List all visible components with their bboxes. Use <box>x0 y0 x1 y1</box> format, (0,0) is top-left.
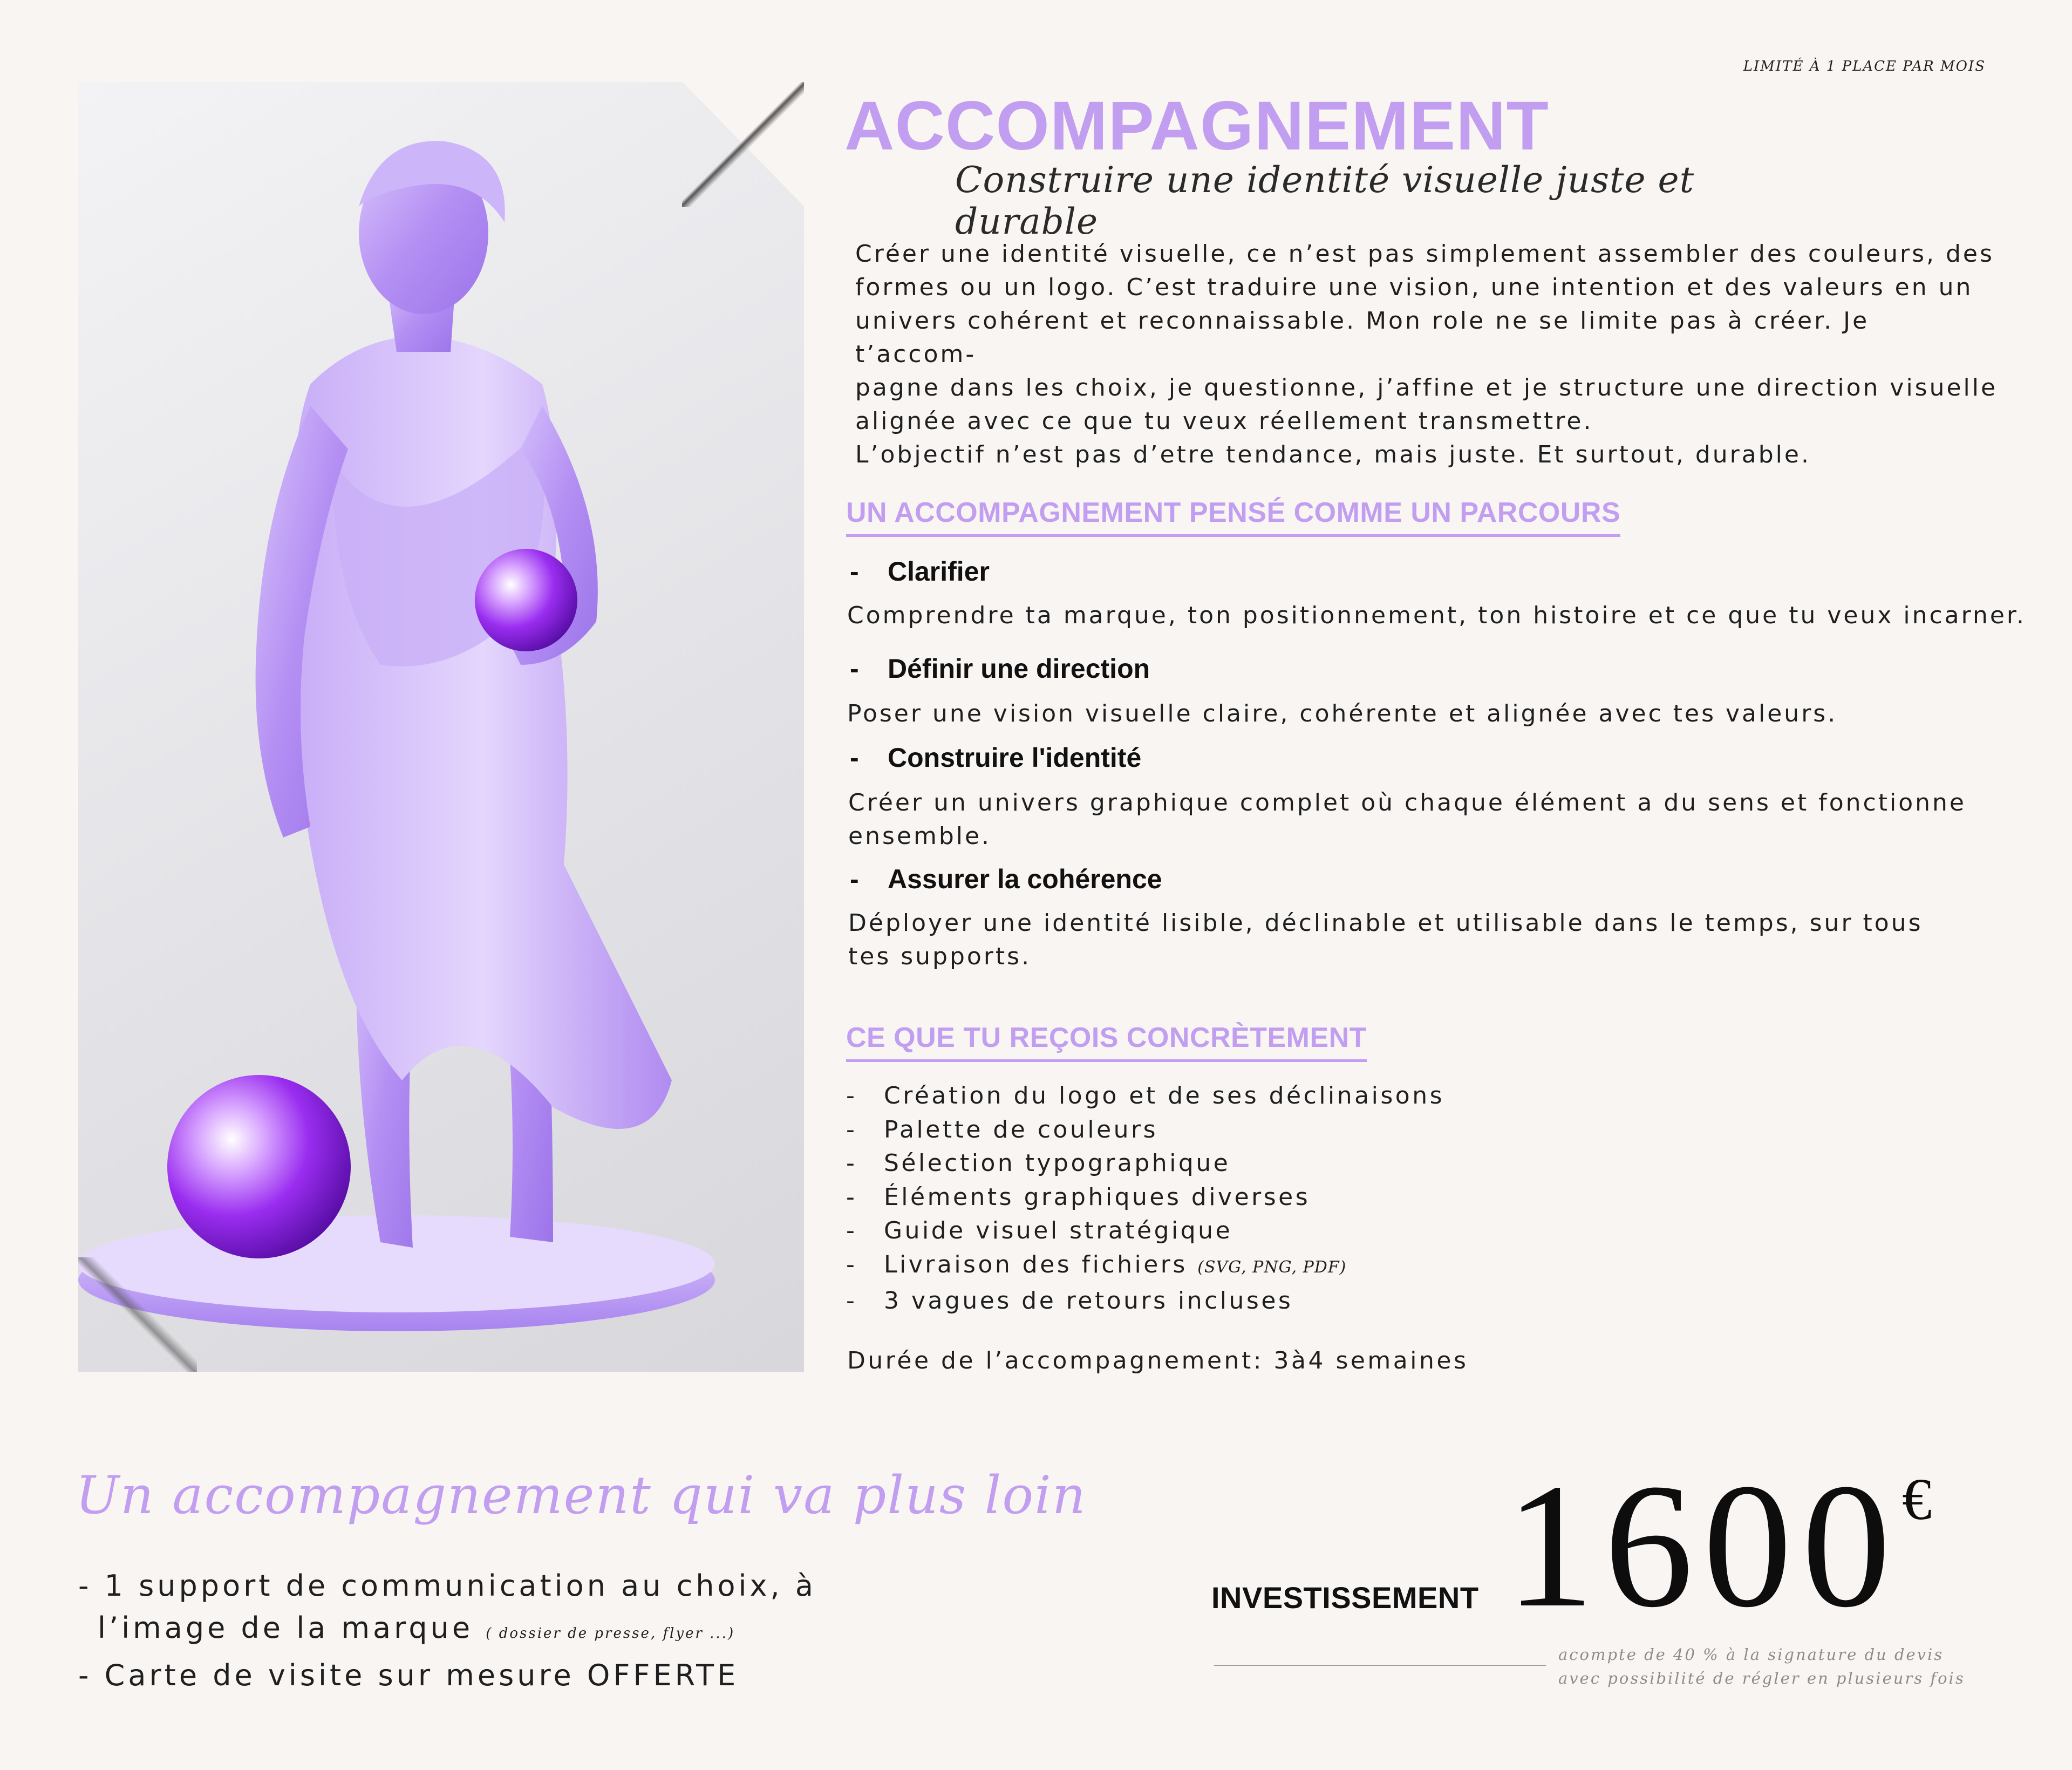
step-title-text: Construire l'identité <box>888 743 1142 773</box>
drape <box>294 336 672 1129</box>
step-title <box>850 556 990 587</box>
intro-line: pagne dans les choix, je questionne, j’affine et je structure une direction visuelle <box>855 374 1998 401</box>
intro-line: formes ou un logo. C’est traduire une vision, une intention et des valeurs en un <box>855 274 1973 301</box>
step-dash: - <box>850 743 859 773</box>
limit-badge: LIMITÉ À 1 PLACE PAR MOIS <box>1743 58 1986 74</box>
large-sphere <box>167 1075 351 1258</box>
page-fold-top-right <box>682 82 804 207</box>
list-bullet: - <box>846 1082 857 1109</box>
step-text: Déployer une identité lisible, déclinable et utilisable dans le temps, sur tous tes supports. <box>848 909 1923 970</box>
small-sphere <box>475 549 577 651</box>
step-text: Poser une vision visuelle claire, cohérente et alignée avec tes valeurs. <box>847 700 1838 727</box>
step-clarifier <box>850 556 990 587</box>
list-item <box>846 1147 1601 1181</box>
section-title-livrables: CE QUE TU REÇOIS CONCRÈTEMENT <box>846 1022 1367 1062</box>
step-direction <box>850 653 1150 684</box>
list-item-text: Sélection typographique <box>884 1149 1231 1177</box>
statue-illustration <box>78 82 804 1372</box>
list-item <box>846 1284 1601 1318</box>
list-bullet: - <box>846 1287 857 1315</box>
intro-line: Créer une identité visuelle, ce n’est pas simplement assembler des couleurs, des <box>855 240 1994 268</box>
list-bullet: - <box>846 1217 857 1244</box>
list-item-text: 3 vagues de retours incluses <box>884 1287 1293 1315</box>
step-title-text: Assurer la cohérence <box>888 864 1162 894</box>
section-title-parcours: UN ACCOMPAGNEMENT PENSÉ COMME UN PARCOURS <box>846 496 1620 537</box>
list-item <box>846 1079 1601 1113</box>
list-item-text: Éléments graphiques diverses <box>884 1183 1311 1211</box>
price-currency: € <box>1902 1466 1932 1532</box>
investment-label: INVESTISSEMENT <box>1211 1581 1479 1615</box>
list-item-text: Création du logo et de ses déclinaisons <box>884 1082 1444 1109</box>
step-title <box>850 742 1141 773</box>
intro-line: L’objectif n’est pas d’etre tendance, mais juste. Et surtout, durable. <box>855 441 1811 468</box>
price-divider <box>1214 1665 1546 1666</box>
extras-list <box>78 1565 888 1697</box>
step-text: Comprendre ta marque, ton positionnement, ton histoire et ce que tu veux incarner. <box>847 602 2026 629</box>
step-title <box>850 653 1150 684</box>
list-bullet: - <box>846 1115 857 1143</box>
page-fold-bottom-left <box>78 1257 197 1372</box>
duration-text: Durée de l’accompagnement: 3à4 semaines <box>847 1347 1469 1374</box>
list-item-text: Guide visuel stratégique <box>884 1217 1233 1244</box>
extras-line: - 1 support de communication au choix, à <box>78 1569 816 1603</box>
extras-line-note: ( dossier de presse, flyer ...) <box>486 1625 735 1642</box>
intro-line: alignée avec ce que tu veux réellement transmettre. <box>855 407 1593 435</box>
step-dash: - <box>850 864 859 894</box>
list-bullet: - <box>846 1250 857 1278</box>
extras-line-text: l’image de la marque <box>98 1611 474 1645</box>
payment-note-line: avec possibilité de régler en plusieurs fois <box>1558 1669 1965 1687</box>
list-bullet: - <box>846 1183 857 1211</box>
step-identite <box>850 742 1141 773</box>
step-title-text: Clarifier <box>888 556 990 587</box>
price-amount: 1600 <box>1505 1447 1900 1644</box>
page-title: ACCOMPAGNEMENT <box>844 87 1549 165</box>
list-bullet: - <box>846 1149 857 1177</box>
list-item <box>846 1214 1601 1248</box>
step-dash: - <box>850 556 859 587</box>
payment-note <box>1558 1643 1990 1690</box>
step-text: Créer un univers graphique complet où chaque élément a du sens et fonctionne ensemble. <box>848 789 1966 850</box>
payment-note-line: acompte de 40 % à la signature du devis <box>1558 1645 1944 1664</box>
step-title <box>850 863 1162 895</box>
list-item-text: Livraison des fichiers <box>884 1250 1188 1278</box>
page-subtitle: Construire une identité visuelle juste et durable <box>955 159 1695 242</box>
step-coherence <box>850 863 1162 895</box>
file-formats-note: (SVG, PNG, PDF) <box>1197 1257 1347 1277</box>
intro-line: univers cohérent et reconnaissable. Mon role ne se limite pas à créer. Je t’accom- <box>855 307 1870 368</box>
deliverables-list <box>846 1079 1601 1318</box>
extras-line: - Carte de visite sur mesure OFFERTE <box>78 1658 739 1692</box>
list-item <box>846 1181 1601 1215</box>
statue-image <box>78 82 804 1372</box>
list-item <box>846 1113 1601 1147</box>
list-item <box>846 1248 1601 1285</box>
step-dash: - <box>850 653 859 684</box>
extras-line <box>78 1607 888 1655</box>
extras-script-title: Un accompagnement qui va plus loin <box>76 1465 1087 1526</box>
list-item-text: Palette de couleurs <box>884 1115 1158 1143</box>
step-title-text: Définir une direction <box>888 653 1150 684</box>
intro-paragraph <box>855 237 1999 472</box>
